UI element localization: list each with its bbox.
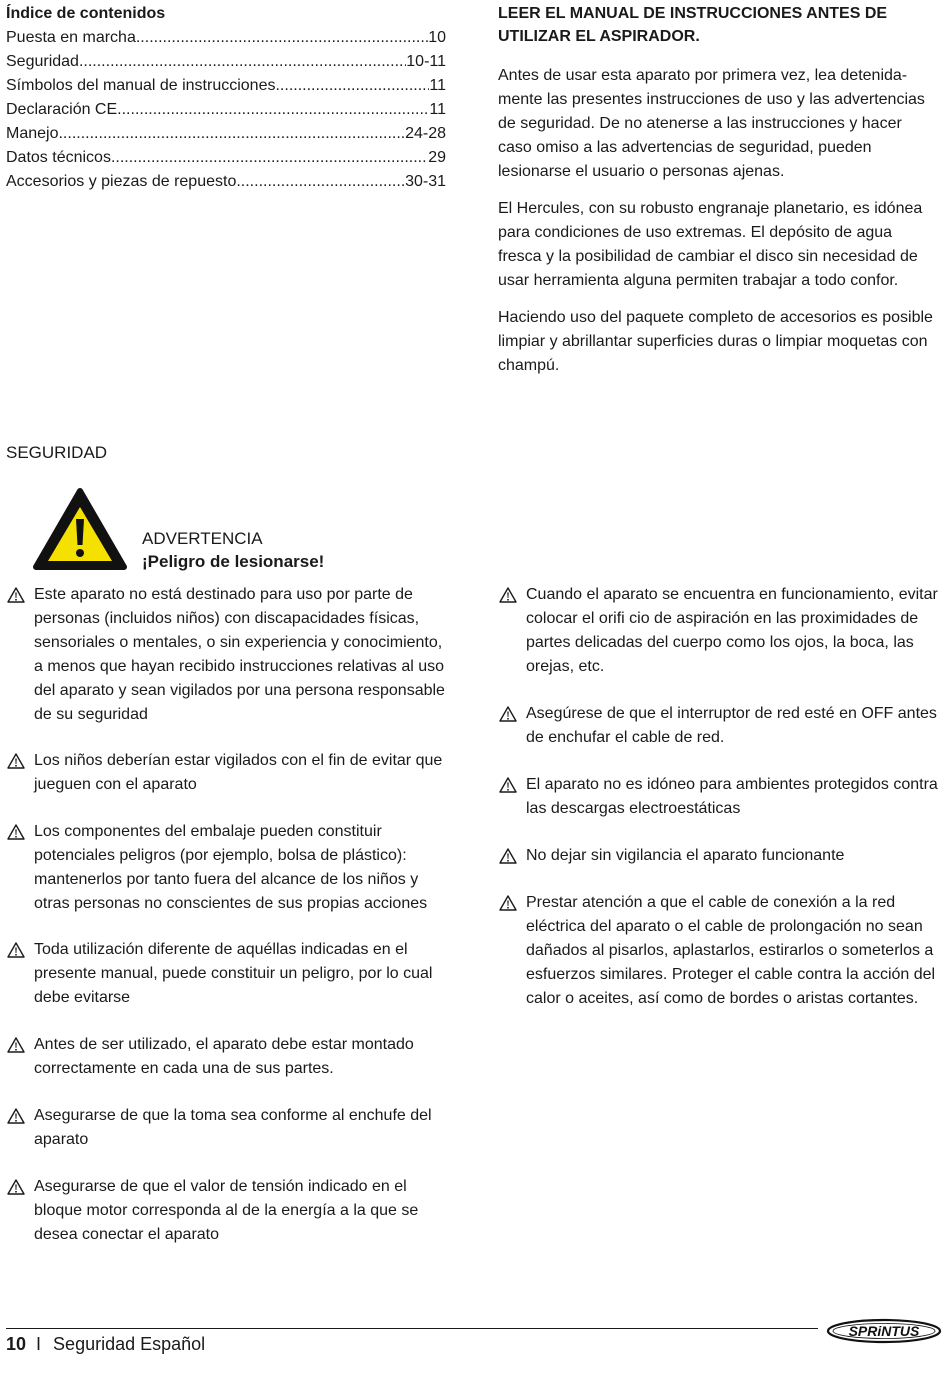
safety-item-text: Prestar atención a que el cable de conexión a la red eléctrica del aparato o el cable de prolongación no sean dañados al pisarlos, aplastarlos, estirarlos o someterlos a esfuerzos similares. Proteger el cable contra la acción del calor o aceites, así como de bordes o aristas cortantes. [526,894,936,1007]
toc-entry-page: 10-11 [406,53,446,70]
toc-leader [275,74,429,98]
safety-item [6,820,452,916]
safety-item [6,1175,452,1247]
intro-paragraph: El Hercules, con su robusto engranaje planetario, es idónea para condiciones de uso extremas. El depósito de agua fresca y la posibilidad de cambiar el disco sin necesidad de usar herramienta alguna permiten trabajar a todo confor. [498,200,923,289]
toc-entry-page: 29 [428,149,446,166]
safety-item [498,583,942,679]
safety-item [6,749,452,797]
safety-item [498,891,942,1011]
toc-entry[interactable] [6,26,446,50]
footer-divider [6,1328,818,1329]
toc-entry[interactable] [6,50,446,74]
toc-entry-label: Símbolos del manual de instrucciones [6,77,276,94]
toc-entry[interactable] [6,170,446,194]
brand-logo [826,1318,942,1344]
page-number: 10 [6,1334,27,1354]
caution-icon [498,702,526,726]
toc-entry-label: Declaración CE. [6,101,122,118]
footer-separator: I [36,1334,42,1354]
toc-leader [236,170,405,194]
toc-entry-page: 11 [429,101,446,118]
warning-triangle-icon [32,487,128,571]
toc-title: Índice de contenidos [6,5,166,22]
toc-entry-page: 11 [429,77,446,94]
footer [6,1332,205,1356]
toc-entry[interactable] [6,146,446,170]
caution-icon [498,844,526,868]
toc-entry[interactable] [6,98,446,122]
toc-entry-page: 24-28 [405,125,446,142]
toc-entry-page: 10 [428,29,446,46]
toc-leader [79,50,406,74]
toc-leader [58,122,405,146]
caution-icon [6,1104,34,1128]
intro-paragraph: Haciendo uso del paquete completo de accesorios es posible limpiar y abrillantar superficies duras o limpiar moquetas con champú. [498,309,933,374]
toc-entry-label: Seguridad [6,53,79,70]
toc-leader [122,98,430,122]
toc-leader [111,146,428,170]
safety-item-text: Asegurarse de que el valor de tensión indicado en el bloque motor corresponda al de la energía a la que se desea conectar el aparato [34,1178,419,1243]
caution-icon [6,1175,34,1199]
safety-item-text: No dejar sin vigilancia el aparato funcionante [526,847,845,864]
safety-item [6,938,452,1010]
safety-item-text: Los niños deberían estar vigilados con el fin de evitar que jueguen con el aparato [34,752,443,793]
caution-icon [498,583,526,607]
warning-subtitle: ¡Peligro de lesionarse! [142,552,325,571]
table-of-contents [6,2,446,194]
safety-item [498,702,942,750]
intro-paragraph: Antes de usar esta aparato por primera vez, lea detenida-mente las presentes instrucciones de uso y las advertencias de seguridad. De no atenerse a las instrucciones y hacer caso omiso a las advertencias de seguridad, pueden lesionarse el usuario o personas ajenas. [498,67,925,180]
safety-item-text: Asegúrese de que el interruptor de red esté en OFF antes de enchufar el cable de red. [526,705,937,746]
caution-icon [498,773,526,797]
toc-entry-label: Datos técnicos [6,149,111,166]
toc-entry[interactable] [6,122,446,146]
safety-item-text: Los componentes del embalaje pueden constituir potenciales peligros (por ejemplo, bolsa de plástico): mantenerlos por tanto fuera del alcance de los niños y otras personas no conscientes de sus propias acciones [34,823,428,912]
toc-entry-label: Puesta en marcha [6,29,136,46]
safety-item-text: Antes de ser utilizado, el aparato debe estar montado correctamente en cada una de sus partes. [34,1036,414,1077]
safety-item [498,844,942,868]
warning-title: ADVERTENCIA [142,529,263,548]
caution-icon [498,891,526,915]
safety-item [6,1033,452,1081]
intro-heading: LEER EL MANUAL DE INSTRUCCIONES ANTES DE UTILIZAR EL ASPIRADOR. [498,5,888,45]
safety-item-text: Cuando el aparato se encuentra en funcionamiento, evitar colocar el orifi cio de aspiración en las proximidades de partes delicadas del cuerpo como los ojos, la boca, las orejas, etc. [526,586,938,675]
safety-item [6,583,452,727]
toc-entry-label: Manejo [6,125,59,142]
toc-entry-page: 30-31 [405,173,446,190]
toc-entry-label: Accesorios y piezas de repuesto [6,173,237,190]
safety-item [498,773,942,821]
safety-item-text: El aparato no es idóneo para ambientes protegidos contra las descargas electroestáticas [526,776,938,817]
safety-item-text: Este aparato no está destinado para uso por parte de personas (incluidos niños) con discapacidades físicas, sensoriales o mentales, o sin experiencia y conocimiento, a menos que hayan recibido instrucciones relativas al uso del aparato y sean vigilados por una persona responsable de su seguridad [34,586,445,723]
footer-section: Seguridad Español [53,1334,206,1354]
caution-icon [6,1033,34,1057]
caution-icon [6,749,34,773]
caution-icon [6,583,34,607]
safety-item [6,1104,452,1152]
caution-icon [6,938,34,962]
caution-icon [6,820,34,844]
safety-item-text: Toda utilización diferente de aquéllas indicadas en el presente manual, puede constituir un peligro, por lo cual debe evitarse [34,941,433,1006]
intro-column [498,2,938,390]
toc-leader [136,26,428,50]
safety-item-text: Asegurarse de que la toma sea conforme al enchufe del aparato [34,1107,432,1148]
toc-entry[interactable] [6,74,446,98]
brand-logo-text: SPRiNTUS [848,1323,920,1339]
section-title: SEGURIDAD [6,443,108,462]
warning-heading [142,527,324,573]
